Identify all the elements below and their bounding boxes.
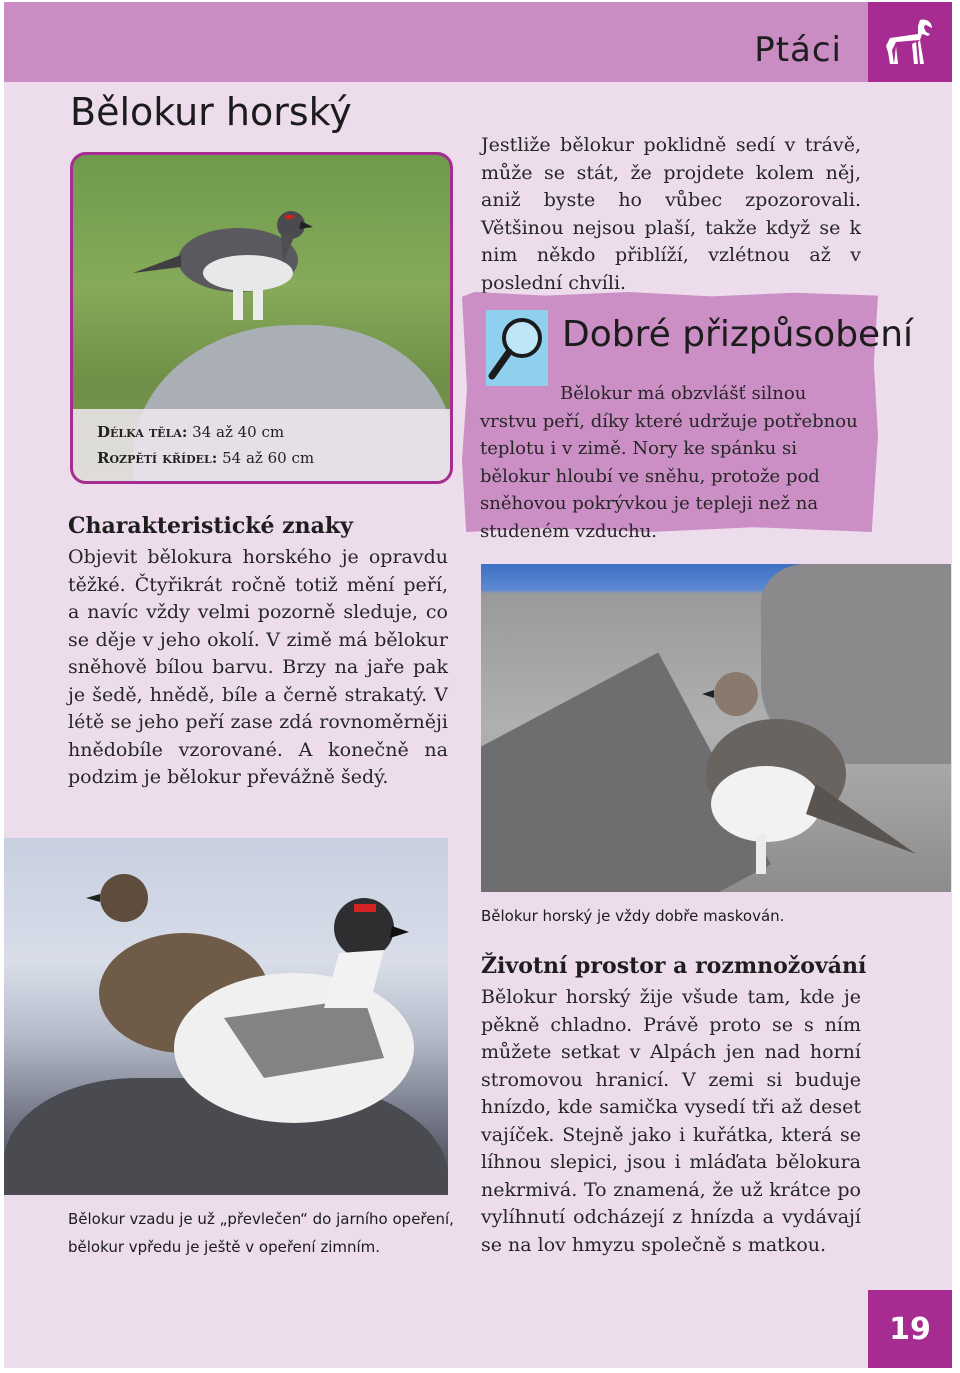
habitat-heading: Životní prostor a rozmnožování xyxy=(481,953,867,979)
stat-length xyxy=(97,423,284,441)
left-photo-caption xyxy=(68,1205,454,1261)
left-photo-caption-line1: Bělokur vzadu je už „převlečen“ do jarního opeření, xyxy=(68,1210,454,1228)
stat-wingspan xyxy=(97,449,314,467)
stat-wingspan-value: 54 až 60 cm xyxy=(222,449,315,467)
left-photo-caption-line2: bělokur vpředu je ještě v opeření zimním. xyxy=(68,1238,381,1256)
adaptation-text-content: Bělokur má obzvlášť silnou vrstvu peří, díky které udržuje potřebnou teplotu i v zimě. Nory ke spánku si bělokur hloubí ve sněhu, protože pod sněhovou pokrývkou je tepleji než na studeném vzduchu. xyxy=(480,383,858,542)
bird-illustration xyxy=(696,664,926,884)
magnifier-icon xyxy=(486,310,548,386)
section-icon-box xyxy=(868,2,952,82)
stat-length-label: Délka těla: xyxy=(97,423,188,441)
bird-illustration xyxy=(133,185,323,335)
page-number: 19 xyxy=(868,1290,952,1368)
right-photo-caption: Bělokur horský je vždy dobře maskován. xyxy=(481,907,785,925)
goat-icon xyxy=(882,16,938,68)
adaptation-title: Dobré přizpůsobení xyxy=(562,314,914,355)
page-title: Bělokur horský xyxy=(70,90,352,134)
ptarmigan-pair-photo xyxy=(4,838,448,1195)
bird-pair-illustration xyxy=(64,858,448,1158)
intro-paragraph: Jestliže bělokur poklidně sedí v trávě, může se stát, že projdete kolem něj, aniž byste ho vůbec zpozorovali. Většinou nejsou plaší, takže když se k nim někdo přiblíží, vzlétnou až v poslední chvíli. xyxy=(481,134,861,294)
adaptation-text xyxy=(480,380,862,545)
section-label: Ptáci xyxy=(754,30,842,70)
header-bar xyxy=(4,2,952,82)
page xyxy=(4,2,952,1368)
characteristics-paragraph: Objevit bělokura horského je opravdu těžké. Čtyřikrát ročně totiž mění peří, a navíc vždy velmi pozorně sleduje, co se děje v jeho okolí. V zimě má bělokur sněhově bílou barvu. Brzy na jaře pak je šedě, hnědě, bíle a černě strakatý. V létě se jeho peří zase zdá rovnoměrněji hnědobíle vzorované. A konečně na podzim je bělokur převážně šedý. xyxy=(68,546,448,788)
habitat-paragraph: Bělokur horský žije všude tam, kde je pěkně chladno. Právě proto se s ním můžete setkat v Alpách jen nad horní stromovou hranicí. V zemi si buduje hnízdo, kde samička vysedí tři až deset vajíček. Stejně jako i kuřátka, která se líhnou slepici, jsou i mláďata bělokura nekrmivá. To znamená, že už krátce po vylíhnutí odcházejí z hnízda a vydávají se na lov hmyzu společně s matkou. xyxy=(481,986,861,1256)
ptarmigan-photo-grass xyxy=(70,152,453,484)
characteristics-heading: Charakteristické znaky xyxy=(68,513,353,539)
magnifier-icon-box xyxy=(486,310,548,386)
stat-length-value: 34 až 40 cm xyxy=(192,423,285,441)
stats-panel xyxy=(73,409,450,481)
stat-wingspan-label: Rozpětí křídel: xyxy=(97,449,218,467)
ptarmigan-photo-rocks xyxy=(481,564,951,892)
